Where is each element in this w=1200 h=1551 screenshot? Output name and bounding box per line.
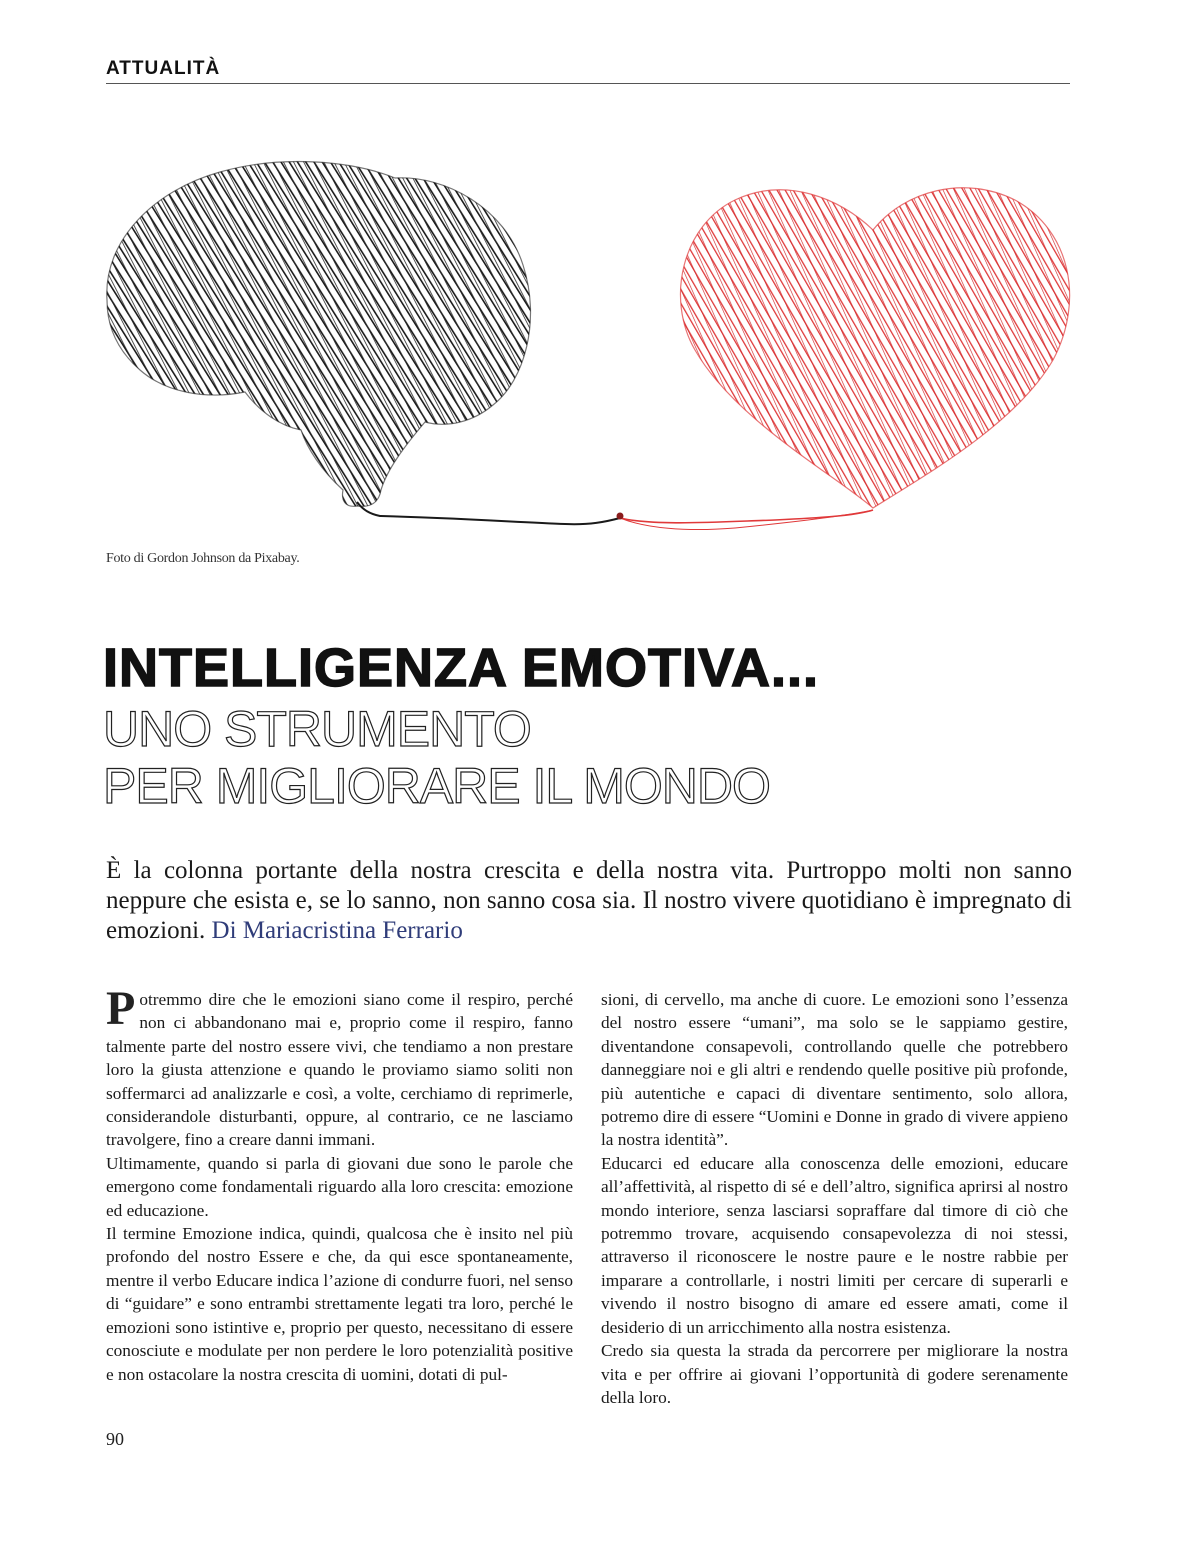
paragraph: Educarci ed educare alla conoscenza delle emozioni, educare all’affettività, al rispetto di sé e dell’altro, significa aprirsi al nostro mondo interiore, senza lasciarsi sopraffare dal timore di ciò che potremmo trovare, acquisendo consapevolezza di noi stessi, attraverso il riconoscere le nostre paure e le nostre rabbie per imparare a controllarle, i nostri limiti per cercare di superarli e vivendo il nostro bisogno di amare ed essere amati, come il desiderio di un arricchimento alla nostra esistenza.	[601, 1153, 1068, 1337]
author-byline: Di Mariacristina Ferrario	[211, 917, 463, 944]
article-subtitle-line1: UNO STRUMENTO	[103, 701, 531, 757]
paragraph: Credo sia questa la strada da percorrere per migliorare la nostra vita e per offrire ai giovani l’opportunità di godere serenamente della loro.	[601, 1341, 1068, 1407]
body-column-right	[601, 988, 1068, 1409]
connecting-thread	[357, 502, 873, 530]
lead-text: È la colonna portante della nostra crescita e della nostra vita. Purtroppo molti non sanno neppure che esista e, se lo sanno, non sanno cosa sia. Il nostro vivere quotidiano è impregnato di emozioni.	[106, 857, 1072, 944]
paragraph-text: otremmo dire che le emozioni siano come il respiro, perché non ci abbandonano mai e, proprio come il respiro, fanno talmente parte del nostro essere vivi, che tendiamo a non prestare loro la giusta attenzione e quando le proviamo siamo soliti non soffermarci ad analizzarle e così, a volte, cerchiamo di reprimerle, considerandole disturbanti, oppure, al contrario, ce ne lasciamo travolgere, fino a creare danni immani.	[106, 990, 573, 1150]
paragraph: Ultimamente, quando si parla di giovani due sono le parole che emergono come fondamentali riguardo alla loro crescita: emozione ed educazione.	[106, 1153, 573, 1220]
article-title: INTELLIGENZA EMOTIVA...	[103, 638, 819, 698]
paragraph: sioni, di cervello, ma anche di cuore. Le emozioni sono l’essenza del nostro essere “umani”, ma solo se le sappiamo gestire, diventandone consapevoli, controllando quelle che potrebbero danneggiare noi e gli altri e rendendo quelle positive più profonde, più autentiche e capaci di diventare sentimento, solo allora, potremo dire di essere “Uomini e Donne in grado di vivere appieno la nostra identità”.	[601, 990, 1068, 1150]
paragraph: Il termine Emozione indica, quindi, qualcosa che è insito nel più profondo del nostro Essere e che, da qui esce spontaneamente, mentre il verbo Educare indica l’azione di condurre fuori, nel senso di “guidare” e sono entrambi strettamente legati tra loro, perché le emozioni sono istintive e, proprio per questo, necessitano di essere conosciute e modulate per non perdere le loro potenzialità positive e non ostacolare la nostra crescita di uomini, dotati di pul-	[106, 1224, 573, 1384]
drop-cap: P	[106, 982, 136, 1035]
header-divider	[106, 83, 1070, 84]
page-number: 90	[106, 1429, 124, 1449]
heart-scribble	[680, 188, 1069, 508]
brain-scribble	[107, 162, 531, 507]
paragraph	[106, 982, 573, 1152]
body-column-left	[106, 982, 573, 1386]
article-subtitle-line2: PER MIGLIORARE IL MONDO	[103, 758, 770, 814]
photo-caption: Foto di Gordon Johnson da Pixabay.	[106, 551, 300, 566]
brain-heart-illustration	[95, 130, 1095, 550]
article-lead	[106, 856, 1072, 946]
section-label: ATTUALITÀ	[106, 58, 221, 79]
